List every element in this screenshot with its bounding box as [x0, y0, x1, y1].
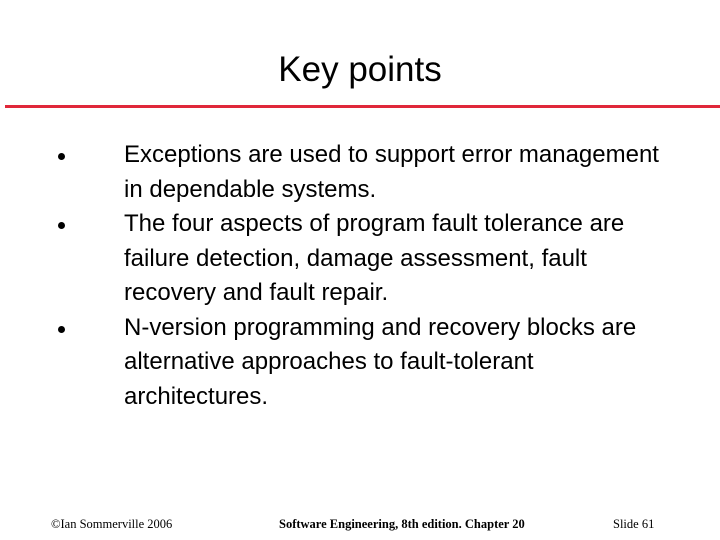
bullet-dot-icon — [58, 326, 65, 333]
bullet-item — [0, 207, 684, 311]
footer-slide-number: Slide 61 — [613, 517, 655, 531]
title-divider — [5, 105, 720, 108]
footer-book-title: Software Engineering, 8th edition. Chapter 20 — [279, 517, 525, 531]
bullet-text: N-version programming and recovery blocks are alternative approaches to fault-tolerant architectures. — [124, 313, 637, 410]
bullet-dot-icon — [58, 222, 65, 229]
footer-copyright: ©Ian Sommerville 2006 — [51, 517, 173, 531]
bullet-dot-icon — [58, 153, 65, 160]
bullet-item — [0, 311, 684, 415]
bullet-item — [0, 138, 684, 207]
bullet-list — [0, 138, 720, 414]
bullet-text: The four aspects of program fault tolerance are failure detection, damage assessment, fault recovery and fault repair. — [124, 210, 625, 306]
bullet-text: Exceptions are used to support error management in dependable systems. — [124, 141, 659, 203]
slide-title: Key points — [278, 50, 442, 89]
